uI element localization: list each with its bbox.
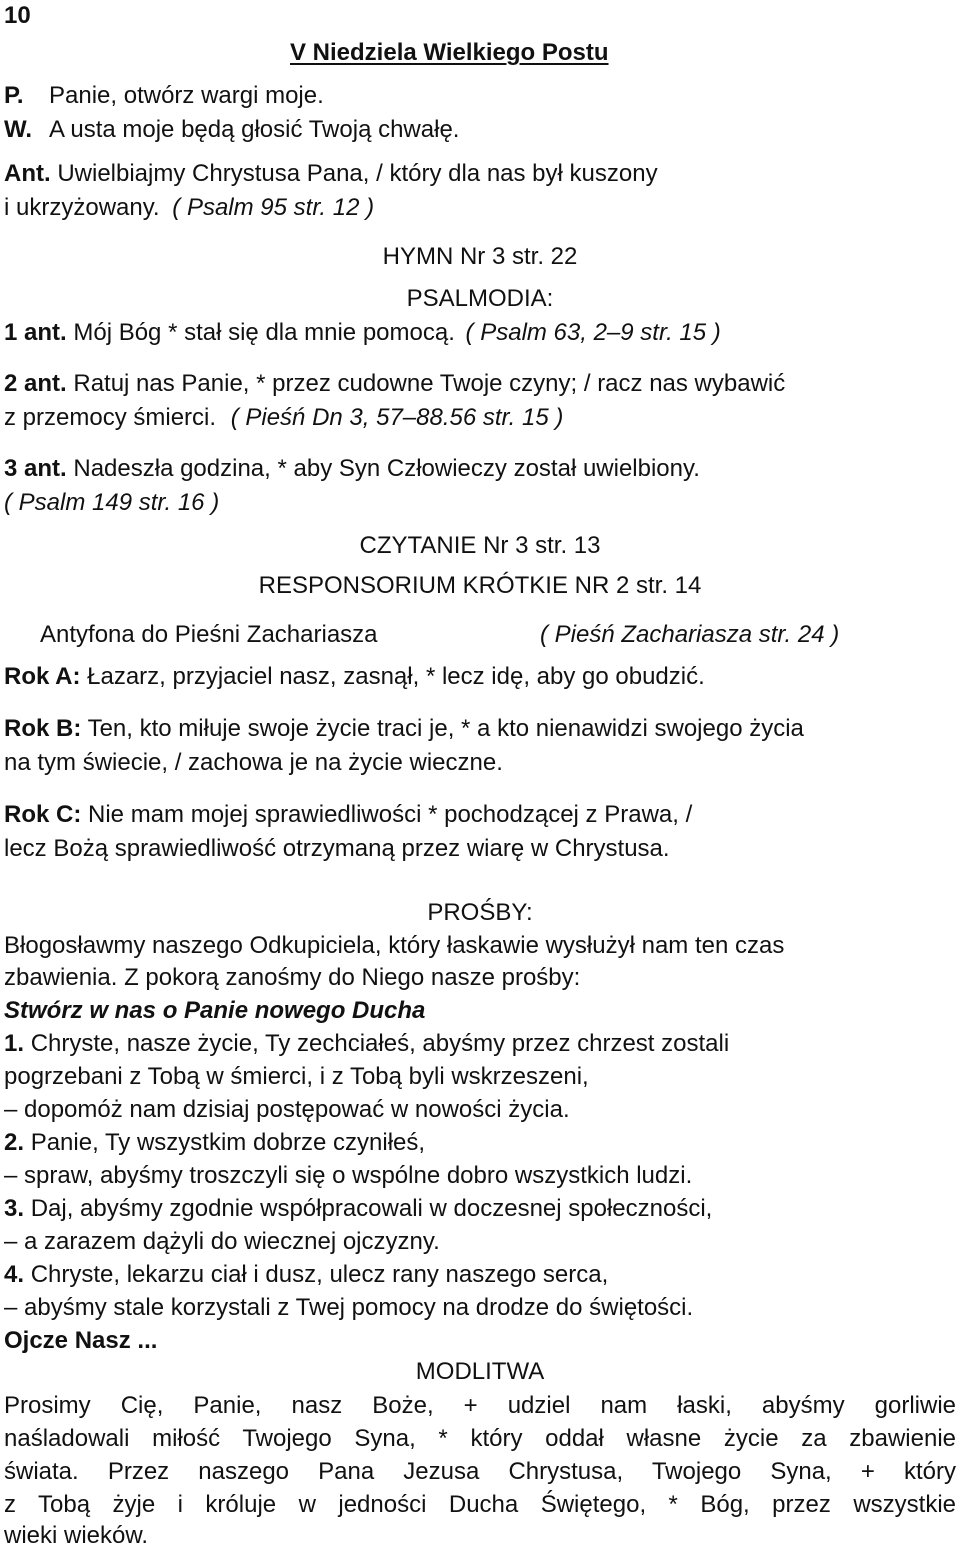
rok-b-text-2: na tym świecie, / zachowa je na życie wieczne.: [4, 749, 503, 776]
antiphon-2-line-2: [4, 404, 563, 432]
intercession-2-number: 2.: [4, 1129, 25, 1156]
rok-a: [4, 663, 705, 691]
opening-w-line: [4, 116, 460, 144]
intercession-4-text-1: Chryste, lekarzu ciał i dusz, ulecz rany naszego serca,: [30, 1261, 609, 1288]
opening-p-line: [4, 82, 324, 110]
prayer-line-1: Prosimy Cię, Panie, nasz Boże, + udziel nam łaski, abyśmy gorliwie: [4, 1392, 956, 1419]
antiphon-2-label: 2 ant.: [4, 370, 67, 397]
antiphon-1-text: Mój Bóg * stał się dla mnie pomocą.: [73, 319, 455, 346]
rok-a-text: Łazarz, przyjaciel nasz, zasnął, * lecz idę, aby go obudzić.: [87, 663, 705, 690]
antiphon-2-text-1: Ratuj nas Panie, * przez cudowne Twoje czyny; / racz nas wybawić: [73, 370, 786, 397]
prayer-line-3: świata. Przez naszego Pana Jezusa Chrystusa, Twojego Syna, + który: [4, 1458, 956, 1485]
rok-c-line-1: [4, 801, 692, 829]
intercession-2-text-2: – spraw, abyśmy troszczyli się o wspólne dobro wszystkich ludzi.: [4, 1162, 693, 1189]
intercessions-intro-1: Błogosławmy naszego Odkupiciela, który łaskawie wysłużył nam ten czas: [4, 932, 785, 959]
hymn-heading: HYMN Nr 3 str. 22: [382, 243, 578, 270]
antiphon-1: [4, 319, 721, 347]
antiphon-1-ref: ( Psalm 63, 2–9 str. 15 ): [465, 319, 721, 346]
rok-b-label: Rok B:: [4, 715, 82, 742]
rok-c-text-2: lecz Bożą sprawiedliwość otrzymaną przez wiarę w Chrystusa.: [4, 835, 670, 862]
intercession-1-text-1: Chryste, nasze życie, Ty zechciałeś, abyśmy przez chrzest zostali: [30, 1030, 730, 1057]
intercession-3-number: 3.: [4, 1195, 25, 1222]
invitatory-line-1: [4, 160, 658, 188]
reading-heading: CZYTANIE Nr 3 str. 13: [359, 532, 601, 559]
intercession-4-line-1: [4, 1261, 608, 1289]
rok-c-label: Rok C:: [4, 801, 82, 828]
antiphon-2-ref: ( Pieśń Dn 3, 57–88.56 str. 15 ): [230, 404, 564, 431]
intercession-4-text-2: – abyśmy stale korzystali z Twej pomocy na drodze do świętości.: [4, 1294, 694, 1321]
intercession-1-text-2: pogrzebani z Tobą w śmierci, i z Tobą byli wskrzeszeni,: [4, 1063, 589, 1090]
intercession-4-number: 4.: [4, 1261, 25, 1288]
intercession-2-text-1: Panie, Ty wszystkim dobrze czyniłeś,: [30, 1129, 426, 1156]
antiphon-3-label: 3 ant.: [4, 455, 67, 482]
antiphon-2-line-1: [4, 370, 785, 398]
prayer-line-5: wieki wieków.: [4, 1522, 149, 1549]
rok-c-text-1: Nie mam mojej sprawiedliwości * pochodzącej z Prawa, /: [88, 801, 693, 828]
intercessions-heading: PROŚBY:: [427, 899, 533, 926]
opening-p-label: P.: [4, 82, 24, 109]
antiphon-2-text-2: z przemocy śmierci.: [4, 404, 217, 431]
opening-w-label: W.: [4, 116, 32, 143]
psalmody-heading: PSALMODIA:: [406, 285, 554, 312]
antiphon-1-label: 1 ant.: [4, 319, 67, 346]
prayer-line-4: z Tobą żyje i króluje w jedności Ducha Świętego, * Bóg, przez wszystkie: [4, 1491, 956, 1518]
intercession-1-text-3: – dopomóż nam dzisiaj postępować w nowości życia.: [4, 1096, 570, 1123]
our-father: Ojcze Nasz ...: [4, 1327, 158, 1354]
rok-b-text-1: Ten, kto miłuje swoje życie traci je, * a kto nienawidzi swojego życia: [87, 715, 804, 742]
invitatory-text-1: Uwielbiajmy Chrystusa Pana, / który dla nas był kuszony: [57, 160, 658, 187]
intercession-1-number: 1.: [4, 1030, 25, 1057]
antiphon-3-text: Nadeszła godzina, * aby Syn Człowieczy został uwielbiony.: [73, 455, 700, 482]
intercession-3-text-2: – a zarazem dążyli do wiecznej ojczyzny.: [4, 1228, 440, 1255]
page-title: V Niedziela Wielkiego Postu: [290, 39, 609, 66]
intercessions-response: Stwórz w nas o Panie nowego Ducha: [4, 997, 426, 1024]
intercessions-intro-2: zbawienia. Z pokorą zanośmy do Niego nasze prośby:: [4, 964, 581, 991]
prayer-heading: MODLITWA: [415, 1358, 545, 1385]
intercession-1-line-1: [4, 1030, 729, 1058]
page-number: 10: [4, 2, 31, 29]
opening-w-text: A usta moje będą głosić Twoją chwałę.: [49, 116, 460, 143]
antiphon-3-ref: ( Psalm 149 str. 16 ): [4, 489, 220, 516]
invitatory-label: Ant.: [4, 160, 51, 187]
prayer-line-2: naśladowali miłość Twojego Syna, * który oddał własne życie za zbawienie: [4, 1425, 956, 1452]
intercession-3-line-1: [4, 1195, 712, 1223]
intercession-3-text-1: Daj, abyśmy zgodnie współpracowali w doczesnej społeczności,: [30, 1195, 713, 1222]
rok-b-line-1: [4, 715, 804, 743]
benedictus-heading: Antyfona do Pieśni Zachariasza: [40, 621, 378, 648]
invitatory-line-2: [4, 194, 374, 222]
invitatory-ref: ( Psalm 95 str. 12 ): [172, 194, 375, 221]
benedictus-ref: ( Pieśń Zachariasza str. 24 ): [540, 621, 840, 648]
opening-p-text: Panie, otwórz wargi moje.: [49, 82, 324, 109]
intercession-2-line-1: [4, 1129, 425, 1157]
responsory-heading: RESPONSORIUM KRÓTKIE NR 2 str. 14: [258, 572, 702, 599]
antiphon-3: [4, 455, 700, 483]
invitatory-text-2: i ukrzyżowany.: [4, 194, 160, 221]
rok-a-label: Rok A:: [4, 663, 81, 690]
